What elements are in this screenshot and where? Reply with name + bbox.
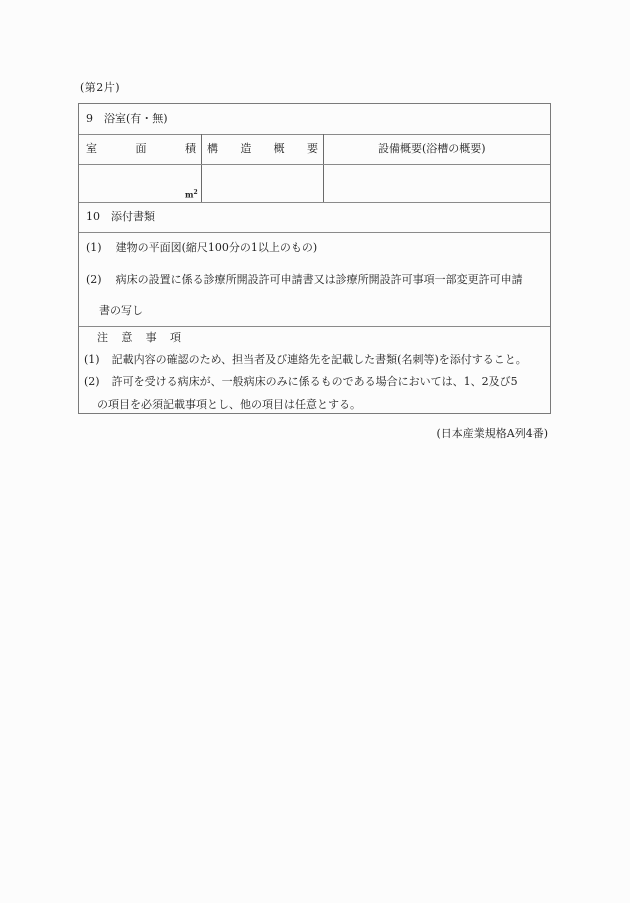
attachment-item-2-continuation: 書の写し <box>99 304 143 317</box>
notes-title: 注 意 事 項 <box>97 331 181 344</box>
equipment-field[interactable] <box>324 165 550 202</box>
paper-size-note: (日本産業規格A列4番) <box>436 427 548 440</box>
header-room-area-char: 面 <box>135 142 147 155</box>
application-form-table <box>78 103 551 414</box>
attachment-item-1: (1) 建物の平面図(縮尺100分の1以上のもの) <box>86 241 318 254</box>
divider <box>79 232 550 233</box>
header-structure-char: 要 <box>306 142 318 155</box>
header-structure <box>207 142 318 156</box>
room-area-field[interactable] <box>79 165 201 202</box>
page-label: (第2片) <box>80 81 121 94</box>
header-structure-char: 構 <box>207 142 218 155</box>
note-item-2-continuation: の項目を必須記載事項とし、他の項目は任意とする。 <box>97 398 361 411</box>
section9-title: 9 浴室(有・無) <box>86 112 168 125</box>
structure-field[interactable] <box>202 165 323 202</box>
square-meter-unit: $m^2$ <box>185 189 198 200</box>
header-structure-char: 概 <box>273 142 285 155</box>
header-room-area-char: 積 <box>185 142 196 155</box>
divider <box>79 202 550 203</box>
section10-title: 10 添付書類 <box>86 210 155 223</box>
attachment-item-2: (2) 病床の設置に係る診療所開設許可申請書又は診療所開設許可事項一部変更許可申請 <box>86 273 523 286</box>
header-equipment: 設備概要(浴槽の概要) <box>378 142 486 155</box>
note-item-2: (2) 許可を受ける病床が、一般病床のみに係るものである場合においては、1、2及び5 <box>84 375 518 388</box>
divider <box>79 326 550 327</box>
divider <box>79 134 550 135</box>
note-item-1: (1) 記載内容の確認のため、担当者及び連絡先を記載した書類(名刺等)を添付すること。 <box>84 353 527 366</box>
header-room-area <box>86 142 196 156</box>
header-room-area-char: 室 <box>86 142 97 155</box>
header-structure-char: 造 <box>240 142 252 155</box>
